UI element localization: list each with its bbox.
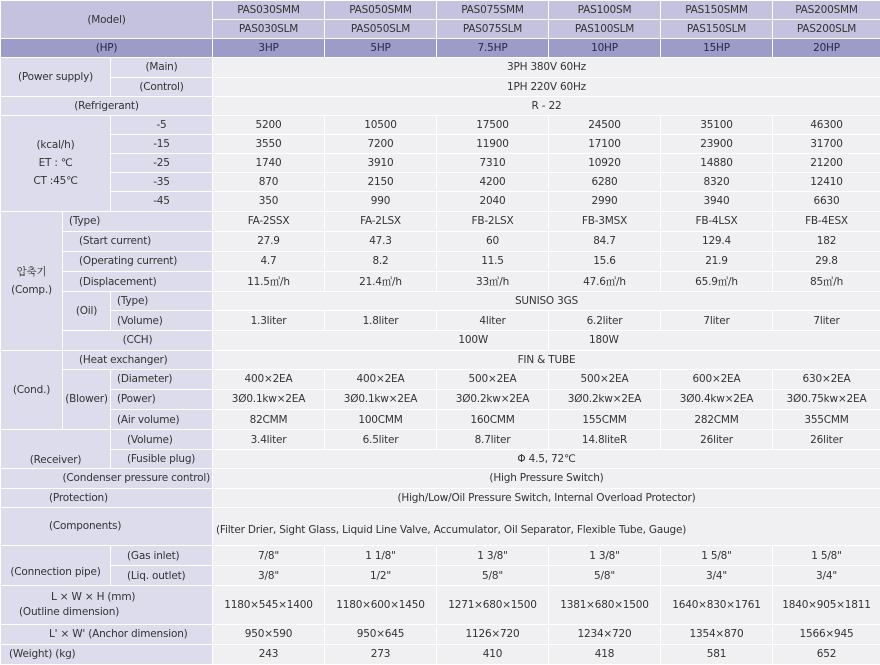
blower-label: (Blower) [63,369,111,429]
anchor-value: 950×590 [213,624,325,644]
outline-value: 1180×545×1400 [213,586,325,624]
gas-inlet-value: 7/8" [213,545,325,565]
blower-diameter-value: 400×2EA [213,369,325,389]
liq-outlet-value: 1/2" [325,566,437,586]
model-name: PAS150SMM [661,1,773,20]
anchor-value: 1566×945 [773,624,880,644]
outline-value: 1840×905×1811 [773,586,880,624]
liq-outlet-value: 3/8" [213,566,325,586]
comp-displacement-label: (Displacement) [63,271,213,291]
gas-inlet-value: 1 3/8" [437,545,549,565]
fusible-plug-label: (Fusible plug) [111,450,213,469]
liq-outlet-value: 3/4" [661,566,773,586]
outline-label-2: (Outline dimension) [19,605,120,618]
model-name: PAS100SLM [549,20,661,39]
power-main-value: 3PH 380V 60Hz [213,58,880,77]
capacity-row [1,134,880,153]
outline-label [1,586,213,624]
blower-power-value: 3Ø0.2kw×2EA [549,389,661,409]
cch-row [1,331,880,350]
comp-start-value: 84.7 [549,231,661,251]
liq-outlet-label: (Liq. outlet) [111,566,213,586]
oil-volume-label: (Volume) [111,311,213,331]
comp-type-row [1,211,880,231]
capacity-value: 3910 [325,154,437,173]
power-supply-label: (Power supply) [1,58,111,96]
capacity-value: 14880 [661,154,773,173]
capacity-value: 11900 [437,134,549,153]
capacity-row [1,173,880,192]
capacity-value: 17100 [549,134,661,153]
outline-value: 1180×600×1450 [325,586,437,624]
weight-row [1,644,880,664]
gas-inlet-row [1,545,880,565]
power-control-row [1,77,880,96]
compressor-label-kr: 압축기 [16,265,47,278]
power-control-value: 1PH 220V 60Hz [213,77,880,96]
cch-value-large: 180W [549,331,880,350]
receiver-volume-value: 6.5liter [325,430,437,450]
comp-operating-value: 4.7 [213,251,325,271]
receiver-volume-value: 26liter [773,430,880,450]
blower-air-value: 160CMM [437,409,549,429]
capacity-et: ET : ℃ [38,157,73,170]
capacity-temp: -25 [111,154,213,173]
oil-volume-row [1,311,880,331]
outline-row [1,586,880,624]
capacity-value: 8320 [661,173,773,192]
hp-label: (HP) [1,39,213,58]
liq-outlet-value: 5/8" [549,566,661,586]
outline-label-1: L × W × H (mm) [51,590,136,603]
capacity-value: 3940 [661,192,773,211]
hp-row [1,39,880,58]
capacity-value: 46300 [773,115,880,134]
capacity-value: 1740 [213,154,325,173]
capacity-value: 12410 [773,173,880,192]
oil-volume-value: 4liter [437,311,549,331]
weight-value: 418 [549,644,661,664]
capacity-value: 24500 [549,115,661,134]
compressor-label [1,211,63,350]
receiver-volume-value: 26liter [661,430,773,450]
capacity-temp: -45 [111,192,213,211]
hp-value: 3HP [213,39,325,58]
capacity-temp: -5 [111,115,213,134]
heat-exchanger-row [1,350,880,369]
comp-operating-value: 21.9 [661,251,773,271]
comp-displacement-value: 11.5㎥/h [213,271,325,291]
model-name: PAS050SLM [325,20,437,39]
blower-power-value: 3Ø0.1kw×2EA [325,389,437,409]
condenser-label: (Cond.) [1,350,63,430]
comp-operating-value: 15.6 [549,251,661,271]
capacity-label [1,115,111,211]
liq-outlet-value: 3/4" [773,566,880,586]
blower-air-label: (Air volume) [111,409,213,429]
comp-displacement-value: 21.4㎥/h [325,271,437,291]
comp-operating-row [1,251,880,271]
comp-start-label: (Start current) [63,231,213,251]
capacity-value: 870 [213,173,325,192]
model-name: PAS050SMM [325,1,437,20]
capacity-value: 10920 [549,154,661,173]
capacity-value: 2150 [325,173,437,192]
refrigerant-label: (Refrigerant) [1,96,213,115]
blower-air-row [1,409,880,429]
comp-type-value: FB-4ESX [773,211,880,231]
comp-start-row [1,231,880,251]
anchor-label: L' × W' (Anchor dimension) [1,624,213,644]
protection-value: (High/Low/Oil Pressure Switch, Internal Overload Protector) [213,488,880,507]
gas-inlet-label: (Gas inlet) [111,545,213,565]
capacity-value: 4200 [437,173,549,192]
model-name: PAS150SLM [661,20,773,39]
capacity-value: 21200 [773,154,880,173]
capacity-value: 3550 [213,134,325,153]
oil-label: (Oil) [63,292,111,331]
model-name: PAS200SMM [773,1,880,20]
blower-diameter-row [1,369,880,389]
blower-air-value: 355CMM [773,409,880,429]
capacity-temp: -35 [111,173,213,192]
capacity-value: 35100 [661,115,773,134]
comp-operating-label: (Operating current) [63,251,213,271]
pressure-control-row [1,469,880,488]
weight-value: 652 [773,644,880,664]
compressor-label-en: (Comp.) [11,283,52,296]
capacity-value: 31700 [773,134,880,153]
components-value: (Filter Drier, Sight Glass, Liquid Line Valve, Accumulator, Oil Separator, Flexible Tube, Gauge) [213,507,880,545]
protection-row [1,488,880,507]
comp-operating-value: 11.5 [437,251,549,271]
hp-value: 7.5HP [437,39,549,58]
comp-start-value: 129.4 [661,231,773,251]
model-row-1 [1,1,880,20]
weight-label: (Weight) (kg) [1,644,213,664]
fusible-plug-value: Φ 4.5, 72℃ [213,450,880,469]
outline-value: 1271×680×1500 [437,586,549,624]
heat-exchanger-value: FIN & TUBE [213,350,880,369]
weight-value: 243 [213,644,325,664]
model-name: PAS100SM [549,1,661,20]
components-label: (Components) [1,507,213,545]
blower-air-value: 100CMM [325,409,437,429]
comp-displacement-value: 47.6㎥/h [549,271,661,291]
model-name: PAS075SLM [437,20,549,39]
capacity-value: 2040 [437,192,549,211]
comp-start-value: 60 [437,231,549,251]
capacity-value: 10500 [325,115,437,134]
anchor-row [1,624,880,644]
blower-power-value: 3Ø0.4kw×2EA [661,389,773,409]
outline-value: 1381×680×1500 [549,586,661,624]
model-name: PAS075SMM [437,1,549,20]
pressure-control-value: (High Pressure Switch) [213,469,880,488]
oil-type-row [1,292,880,311]
blower-air-value: 155CMM [549,409,661,429]
refrigerant-row [1,96,880,115]
comp-type-label: (Type) [63,211,213,231]
comp-type-value: FB-2LSX [437,211,549,231]
connection-label: (Connection pipe) [1,545,111,585]
weight-value: 273 [325,644,437,664]
blower-diameter-value: 500×2EA [549,369,661,389]
comp-displacement-row [1,271,880,291]
capacity-unit: (kcal/h) [36,139,75,152]
capacity-ct: CT :45℃ [33,175,78,188]
fusible-plug-row [1,450,880,469]
oil-volume-value: 7liter [661,311,773,331]
capacity-temp: -15 [111,134,213,153]
cch-value-small: 100W [213,331,549,350]
model-name: PAS030SLM [213,20,325,39]
refrigerant-value: R - 22 [213,96,880,115]
capacity-row [1,154,880,173]
capacity-value: 990 [325,192,437,211]
components-row [1,507,880,545]
liq-outlet-value: 5/8" [437,566,549,586]
power-main-label: (Main) [111,58,213,77]
hp-value: 15HP [661,39,773,58]
weight-value: 410 [437,644,549,664]
receiver-volume-label: (Volume) [111,430,213,450]
capacity-row [1,192,880,211]
power-control-label: (Control) [111,77,213,96]
capacity-value: 6630 [773,192,880,211]
heat-exchanger-label: (Heat exchanger) [63,350,213,369]
capacity-row [1,115,880,134]
pressure-control-label: (Condenser pressure control) [1,469,213,488]
weight-value: 581 [661,644,773,664]
comp-displacement-value: 85㎥/h [773,271,880,291]
comp-type-value: FB-3MSX [549,211,661,231]
blower-power-value: 3Ø0.75kw×2EA [773,389,880,409]
blower-power-row [1,389,880,409]
power-main-row [1,58,880,77]
comp-displacement-value: 65.9㎥/h [661,271,773,291]
anchor-value: 1234×720 [549,624,661,644]
comp-operating-value: 8.2 [325,251,437,271]
blower-air-value: 282CMM [661,409,773,429]
capacity-value: 350 [213,192,325,211]
oil-type-label: (Type) [111,292,213,311]
capacity-value: 5200 [213,115,325,134]
protection-label: (Protection) [1,488,213,507]
oil-volume-value: 1.3liter [213,311,325,331]
receiver-volume-row [1,430,880,450]
model-label: (Model) [1,1,213,39]
anchor-value: 1126×720 [437,624,549,644]
cch-label: (CCH) [63,331,213,350]
anchor-value: 950×645 [325,624,437,644]
blower-diameter-value: 630×2EA [773,369,880,389]
hp-value: 5HP [325,39,437,58]
anchor-value: 1354×870 [661,624,773,644]
model-name: PAS030SMM [213,1,325,20]
capacity-value: 7310 [437,154,549,173]
gas-inlet-value: 1 1/8" [325,545,437,565]
oil-volume-value: 6.2liter [549,311,661,331]
capacity-value: 6280 [549,173,661,192]
blower-diameter-value: 400×2EA [325,369,437,389]
receiver-volume-value: 8.7liter [437,430,549,450]
blower-diameter-value: 500×2EA [437,369,549,389]
oil-volume-value: 1.8liter [325,311,437,331]
blower-power-value: 3Ø0.2kw×2EA [437,389,549,409]
blower-air-value: 82CMM [213,409,325,429]
capacity-value: 17500 [437,115,549,134]
comp-start-value: 27.9 [213,231,325,251]
comp-type-value: FA-2LSX [325,211,437,231]
receiver-volume-value: 3.4liter [213,430,325,450]
capacity-value: 23900 [661,134,773,153]
comp-type-value: FA-2SSX [213,211,325,231]
gas-inlet-value: 1 5/8" [661,545,773,565]
oil-volume-value: 7liter [773,311,880,331]
receiver-volume-value: 14.8liteR [549,430,661,450]
comp-operating-value: 29.8 [773,251,880,271]
blower-diameter-label: (Diameter) [111,369,213,389]
hp-value: 20HP [773,39,880,58]
hp-value: 10HP [549,39,661,58]
outline-value: 1640×830×1761 [661,586,773,624]
capacity-value: 7200 [325,134,437,153]
liq-outlet-row [1,566,880,586]
comp-start-value: 47.3 [325,231,437,251]
oil-type-value: SUNISO 3GS [213,292,880,311]
capacity-value: 2990 [549,192,661,211]
model-name: PAS200SLM [773,20,880,39]
gas-inlet-value: 1 3/8" [549,545,661,565]
blower-power-label: (Power) [111,389,213,409]
gas-inlet-value: 1 5/8" [773,545,880,565]
comp-displacement-value: 33㎥/h [437,271,549,291]
receiver-label: (Receiver) [1,430,111,469]
blower-power-value: 3Ø0.1kw×2EA [213,389,325,409]
comp-start-value: 182 [773,231,880,251]
blower-diameter-value: 600×2EA [661,369,773,389]
comp-type-value: FB-4LSX [661,211,773,231]
